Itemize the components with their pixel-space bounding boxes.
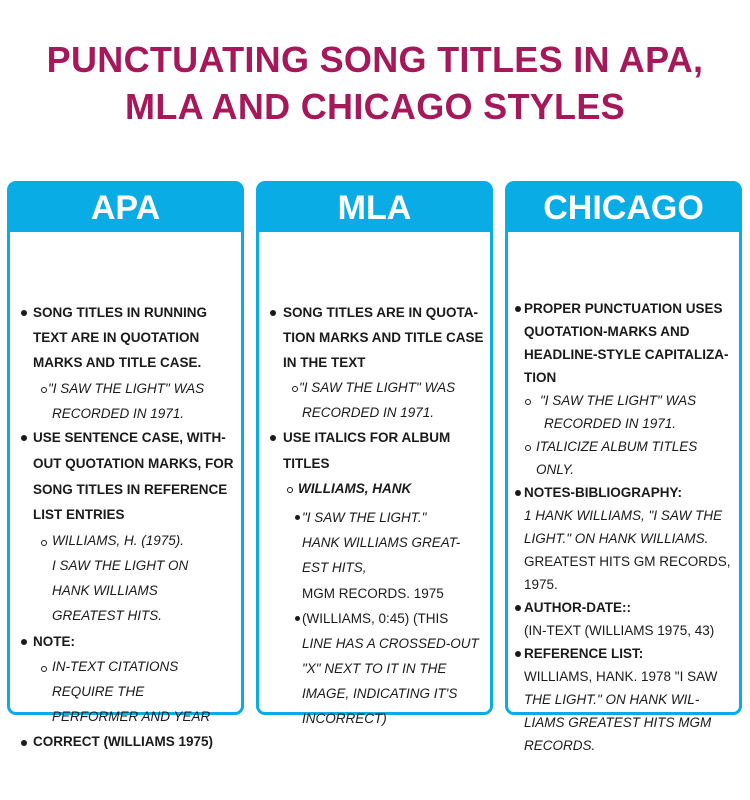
- chicago-b1-line3: HEADLINE-STYLE CAPITALIZA-: [524, 347, 729, 362]
- bullet-icon: [295, 616, 300, 621]
- bullet-icon: [295, 515, 300, 520]
- apa-b2-line1: USE SENTENCE CASE, WITH-: [33, 430, 226, 445]
- mla-column: [256, 181, 493, 726]
- apa-b1-line1: SONG TITLES IN RUNNING: [33, 305, 208, 320]
- mla-t2-line3: "X" NEXT TO IT IN THE: [302, 661, 447, 676]
- apa-b3-line1: NOTE:: [33, 634, 75, 649]
- mla-t2-line1: (WILLIAMS, 0:45) (THIS: [302, 611, 449, 626]
- sub-bullet-icon: [287, 487, 293, 493]
- chicago-p2-line3: GREATEST HITS GM RECORDS,: [524, 554, 731, 569]
- sub-bullet-icon: [41, 540, 47, 546]
- chicago-p3-line1: (IN-TEXT (WILLIAMS 1975, 43): [524, 623, 715, 638]
- chicago-s2-line2: ONLY.: [536, 462, 575, 477]
- chicago-heading: CHICAGO: [508, 184, 739, 232]
- mla-s1-line2: RECORDED IN 1971.: [302, 405, 435, 420]
- chicago-p4-line4: RECORDS.: [524, 738, 596, 753]
- chicago-p4-line3: LIAMS GREATEST HITS MGM: [524, 715, 712, 730]
- chicago-p2-line4: 1975.: [524, 577, 558, 592]
- mla-t2-line2: LINE HAS A CROSSED-OUT: [302, 636, 479, 651]
- apa-s2-line4: GREATEST HITS.: [52, 608, 163, 623]
- bullet-icon: [270, 310, 276, 316]
- mla-t1-line1: "I SAW THE LIGHT.": [302, 510, 427, 525]
- chicago-b3-line1: AUTHOR-DATE::: [524, 600, 631, 615]
- bullet-icon: [270, 435, 276, 441]
- chicago-s1-line1: "I SAW THE LIGHT" WAS: [540, 393, 697, 408]
- apa-b1-line2: TEXT ARE IN QUOTATION: [33, 330, 200, 345]
- mla-b2-line1: USE ITALICS FOR ALBUM: [283, 430, 451, 445]
- bullet-icon: [21, 639, 27, 645]
- apa-b1-line3: MARKS AND TITLE CASE.: [33, 355, 202, 370]
- bullet-icon: [515, 651, 521, 657]
- chicago-b1-line2: QUOTATION-MARKS AND: [524, 324, 690, 339]
- mla-s2-line1: WILLIAMS, HANK: [298, 481, 412, 496]
- mla-s1-line1: "I SAW THE LIGHT" WAS: [299, 380, 456, 395]
- mla-t2-line5: INCORRECT): [302, 711, 387, 726]
- mla-b1-line3: IN THE TEXT: [283, 355, 366, 370]
- mla-t2-line4: IMAGE, INDICATING IT'S: [302, 686, 458, 701]
- apa-s2-line2: I SAW THE LIGHT ON: [52, 558, 189, 573]
- bullet-icon: [21, 310, 27, 316]
- sub-bullet-icon: [41, 666, 47, 672]
- apa-heading: APA: [10, 184, 241, 232]
- bullet-icon: [515, 490, 521, 496]
- mla-b1-line1: SONG TITLES ARE IN QUOTA-: [283, 305, 478, 320]
- apa-s1-line1: "I SAW THE LIGHT" WAS: [48, 381, 205, 396]
- apa-column: [7, 181, 244, 749]
- sub-bullet-icon: [41, 387, 47, 393]
- bullet-icon: [21, 740, 27, 746]
- mla-b2-line2: TITLES: [283, 456, 330, 471]
- apa-s3-line3: PERFORMER AND YEAR: [52, 709, 211, 724]
- apa-b2-line3: SONG TITLES IN REFERENCE: [33, 482, 228, 497]
- chicago-p2-line2: LIGHT." ON HANK WILLIAMS.: [524, 531, 709, 546]
- bullet-icon: [21, 435, 27, 441]
- chicago-b4-line1: REFERENCE LIST:: [524, 646, 644, 661]
- sub-bullet-icon: [292, 386, 298, 392]
- apa-b2-line2: OUT QUOTATION MARKS, FOR: [33, 456, 234, 471]
- apa-s1-line2: RECORDED IN 1971.: [52, 406, 185, 421]
- chicago-s1-line2: RECORDED IN 1971.: [544, 416, 677, 431]
- title-line-2: MLA AND CHICAGO STYLES: [125, 86, 625, 127]
- apa-s3-line1: IN-TEXT CITATIONS: [52, 659, 179, 674]
- apa-s3-line2: REQUIRE THE: [52, 684, 145, 699]
- chicago-column: [505, 181, 742, 753]
- title-line-1: PUNCTUATING SONG TITLES IN APA,: [46, 39, 704, 80]
- chicago-s2-line1: ITALICIZE ALBUM TITLES: [536, 439, 698, 454]
- bullet-icon: [515, 605, 521, 611]
- sub-bullet-icon: [525, 399, 531, 405]
- mla-t1-line3: EST HITS,: [302, 560, 367, 575]
- apa-s2-line1: WILLIAMS, H. (1975).: [52, 533, 185, 548]
- chicago-p4-line2: THE LIGHT." ON HANK WIL-: [524, 692, 700, 707]
- chicago-b1-line1: PROPER PUNCTUATION USES: [524, 301, 723, 316]
- apa-b2-line4: LIST ENTRIES: [33, 507, 125, 522]
- apa-b4-line1: CORRECT (WILLIAMS 1975): [33, 734, 214, 749]
- mla-t1-line2: HANK WILLIAMS GREAT-: [302, 535, 461, 550]
- chicago-b2-line1: NOTES-BIBLIOGRAPHY:: [524, 485, 682, 500]
- page-title: [0, 36, 750, 130]
- sub-bullet-icon: [525, 445, 531, 451]
- apa-s2-line3: HANK WILLIAMS: [52, 583, 158, 598]
- mla-t1-line4: MGM RECORDS. 1975: [302, 586, 444, 601]
- bullet-icon: [515, 306, 521, 312]
- chicago-b1-line4: TION: [524, 370, 557, 385]
- mla-heading: MLA: [259, 184, 490, 232]
- chicago-p2-line1: 1 HANK WILLIAMS, "I SAW THE: [524, 508, 723, 523]
- chicago-p4-line1: WILLIAMS, HANK. 1978 "I SAW: [524, 669, 718, 684]
- mla-b1-line2: TION MARKS AND TITLE CASE: [283, 330, 484, 345]
